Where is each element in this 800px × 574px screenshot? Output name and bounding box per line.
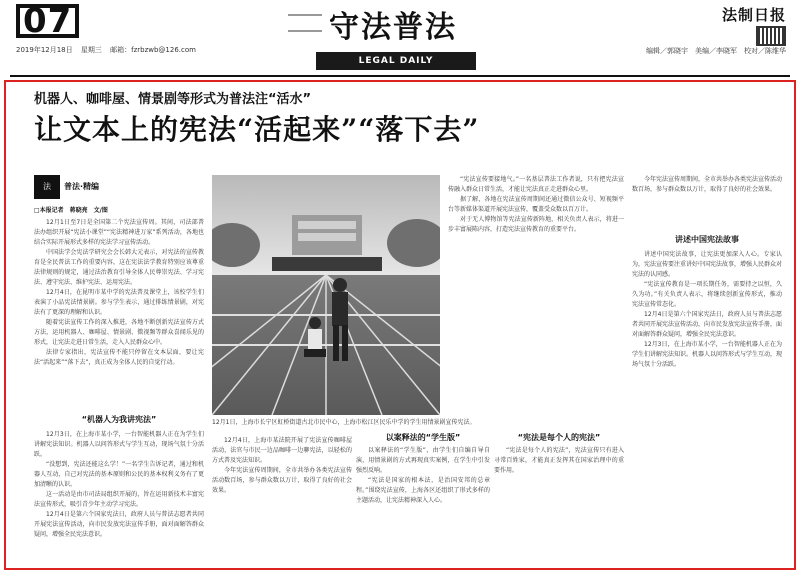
date-line [16,45,202,55]
masthead [0,0,800,74]
photo-caption: 12月1日，上海市长宁区虹桥街道古北市民中心，上海市松江区民乐中学的学生用情景剧宣传宪法。 [212,419,476,426]
paragraph: 12月4日是第六个国家宪法日，政府人员与普法志愿者共同开展宪法宣传活动，向市民发放宪法宣传手册，面对面解答群众疑问，增强全民宪法意识。 [632,311,782,338]
column-badge-label: 普法·精编 [64,182,100,191]
subhead-robot: “机器人为我讲宪法” [81,415,157,424]
paragraph: 随着宪法宣传工作的深入推进，各地不断创新宪法宣传方式方法，运用机器人、咖啡屋、情景剧、微视频等群众喜闻乐见的形式，让宪法走进日常生活，走入人民群众心中。 [34,319,204,346]
qr-code-icon [756,26,786,46]
text-column-4 [448,175,624,407]
paragraph: “宪法宣传教育是一项长期任务，需要持之以恒，久久为功。”有关负责人表示，将继续创新宣传形式，推动宪法宣传常态化。 [632,281,782,308]
paragraph: “宪法是国家的根本法，是治国安邦的总章程。”围绕宪法宣传，上海各区还组织了形式多样的主题活动，让宪法精神深入人心。 [356,477,490,504]
page-number: 07 [16,4,82,38]
issue-weekday: 星期三 [80,46,102,54]
students-on-track-image [212,175,440,415]
subhead-student: 以案释法的“学生版” [385,433,461,442]
paragraph: 12月3日，在上海市某小学，一台智能机器人正在为学生们讲解宪法知识。机器人以问答形式与学生互动，现场气氛十分活跃。 [632,341,782,368]
paragraph: 中国法学会宪法学研究会会长韩大元表示，对宪法的宣传教育是全民普法工作的重要内容，这在宪法法学教育特别应该尊重法律规则的规定，通过法治教育引导全体人民尊崇宪法、学习宪法、遵守宪法、维护宪法、运用宪法。 [34,249,204,286]
subhead-people: “宪法是每个人的宪法” [517,433,601,442]
text-column-7 [632,250,782,562]
editor-credits: 编辑／郭晓宇 美编／李晓军 校对／陈维华 [646,47,786,55]
contact-email: 邮箱：fzrbzwb@126.com [110,46,196,54]
text-column-1 [34,218,204,408]
paragraph: “宪法宣传要接地气。”一名基层普法工作者说，只有把宪法宣传融入群众日常生活，才能让宪法真正走进群众心里。 [448,176,624,193]
paragraph: 12月4日，上海市某法院开展了宪法宣传咖啡屋活动，法官与市民一边品咖啡一边聊宪法，以轻松的方式普及宪法知识。 [212,437,352,464]
text-column-1b [34,430,204,562]
column-badge-icon: 法 [34,175,60,199]
paragraph: 对于无人博物馆等宪法宣传新阵地，相关负责人表示，将进一步丰富展陈内容，打造宪法宣传教育的重要平台。 [448,216,624,233]
issue-date: 2019年12月18日 [16,46,73,54]
article-kicker: 机器人、咖啡屋、情景剧等形式为普法注“活水” [34,92,312,107]
paragraph: 讲述中国宪法故事，让宪法更加深入人心。专家认为，宪法宣传要注重讲好中国宪法故事，增强人民群众对宪法的认同感。 [632,251,782,278]
paragraph: 以案释法的“学生版”，由学生们自编自导自演，用情景剧的方式再现真实案例，在学生中引发强烈反响。 [356,447,490,474]
masthead-divider [10,75,790,77]
article-photo [212,175,440,415]
paragraph: 据了解，各地在宪法宣传周期间还通过微信公众号、短视频平台等新媒体渠道开展宪法宣传，覆盖受众数以百万计。 [448,196,624,213]
paragraph: 今年宪法宣传周期间，全市共举办各类宪法宣传活动数百场，参与群众数以万计，取得了良好的社会效果。 [212,467,352,494]
paragraph: “宪法是每个人的宪法”，宪法宣传只有进入寻常百姓家，才能真正发挥其在国家治理中的重要作用。 [494,447,624,474]
paragraph: 12月3日，在上海市某小学，一台智能机器人正在为学生们讲解宪法知识。机器人以问答形式与学生互动，现场气氛十分活跃。 [34,431,204,458]
paragraph: 这一活动是由市司法局组织开展的，旨在运用新技术丰富宪法宣传形式，吸引青少年主动学习宪法。 [34,491,204,508]
article-headline: 让文本上的宪法“活起来”“落下去” [34,113,480,146]
subhead-china-story: 讲述中国宪法故事 [675,235,739,244]
paragraph: 12月4日是第六个国家宪法日，政府人员与普法志愿者共同开展宪法宣传活动，向市民发放宪法宣传手册，面对面解答群众疑问，增强全民宪法意识。 [34,511,204,538]
text-column-6 [632,175,782,227]
text-column-3 [356,446,490,562]
paragraph: 法律专家指出，宪法宣传不能只停留在文本层面，要让宪法“活起来”“落下去”，真正成为全体人民的自觉行动。 [34,349,204,366]
paragraph: “没想到，宪法还能这么学！”一名学生告诉记者，通过和机器人互动，自己对宪法的基本原则和公民的基本权利义务有了更加清晰的认识。 [34,461,204,488]
section-english-label: LEGAL DAILY [316,52,476,70]
text-column-2 [212,436,352,562]
article-byline: □本报记者 蒋晓亮 文/图 [34,207,108,214]
paragraph: 今年宪法宣传周期间，全市共举办各类宪法宣传活动数百场，参与群众数以万计，取得了良好的社会效果。 [632,176,782,193]
paragraph: 12月1日至7日是全国第二个宪法宣传周。其间，司法部普法办组织开展“宪法小课堂”“宪法精神进万家”系列活动，各地也结合实际开展形式多样的宪法学习宣传活动。 [34,219,204,246]
text-column-5 [494,446,624,562]
section-title: 守法普法 [268,2,518,46]
paragraph: 12月4日，在昆明市某中学的宪法普及课堂上，该校学生们表演了小品宪法情景剧。参与学生表示，通过排练情景剧，对宪法有了更深的理解和认识。 [34,289,204,316]
newspaper-logo: 法制日报 [721,6,786,24]
